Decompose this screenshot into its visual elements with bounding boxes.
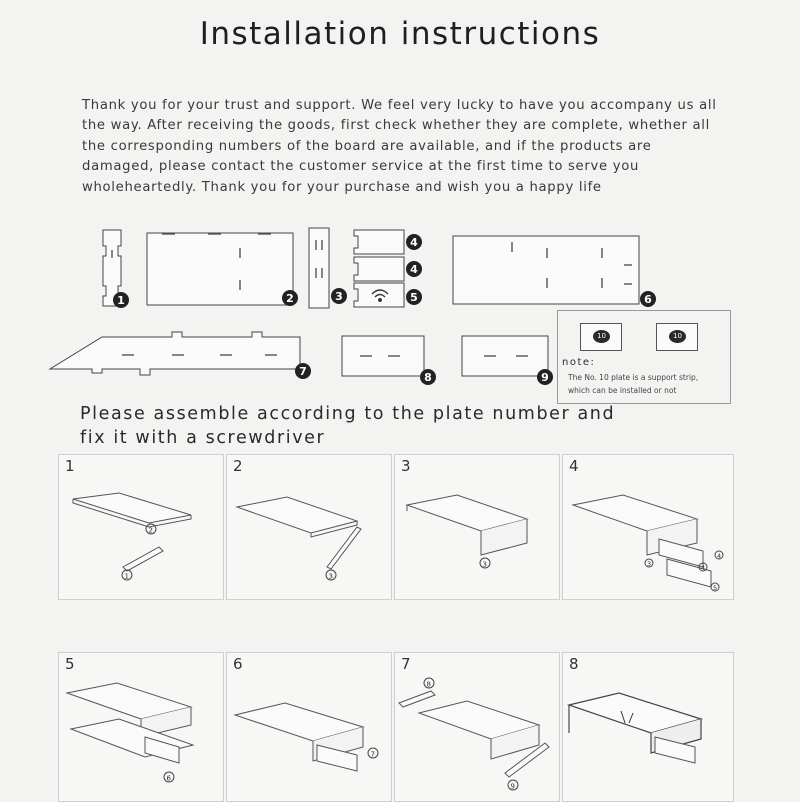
part-number-6: 6 [644,293,652,306]
step-label: 6 [166,774,171,783]
step-label: 4 [701,564,706,572]
part-number-5: 5 [410,291,418,304]
step-number: 6 [233,655,243,673]
step-number: 7 [401,655,411,673]
step-number: 1 [65,457,75,475]
step-number: 5 [65,655,75,673]
part-number-4b: 4 [410,263,418,276]
step-label: 1 [124,572,129,581]
intro-line: damaged, please contact the customer service at the first time to serve you [82,159,640,175]
step-5-drawing [59,653,223,801]
step-1-drawing [59,455,223,599]
step-8-panel [562,652,734,802]
note-text [568,371,728,397]
step-label: 5 [713,584,718,592]
part-number-2: 2 [286,292,294,305]
part-number-3: 3 [335,290,343,303]
part-8-outline [342,336,424,376]
part-number-9: 9 [541,371,549,384]
note-label: note: [562,357,596,368]
assembly-line: Please assemble according to the plate number and [80,404,616,424]
step-number: 2 [233,457,243,475]
page-title: Installation instructions [199,16,601,52]
plate-10-tag [656,323,698,351]
plate-10-tag [580,323,622,351]
step-number: 4 [569,457,579,475]
step-5-panel [58,652,224,802]
part-number-8: 8 [424,371,432,384]
note-line: which can be installed or not [568,386,677,395]
part-number-4a: 4 [410,236,418,249]
part-number-7: 7 [299,365,307,378]
step-2-drawing [227,455,391,599]
part-4b-outline [354,257,404,281]
step-label: 3 [328,572,333,581]
part-7-outline [50,332,300,375]
step-3-drawing [395,455,559,599]
assembly-heading [80,402,780,450]
intro-paragraph [82,96,732,198]
step-label: 8 [426,680,431,689]
step-number: 3 [401,457,411,475]
step-7-drawing [395,653,559,801]
part-number-1: 1 [117,294,125,307]
step-2-panel [226,454,392,600]
part-2-outline [147,233,293,305]
step-label: 3 [482,560,487,569]
part-9-outline [462,336,548,376]
part-4a-outline [354,230,404,254]
plate-10-badge: 10 [593,330,610,343]
step-label: 4 [717,552,722,560]
step-4-drawing [563,455,733,599]
step-6-panel [226,652,392,802]
step-label: 2 [148,526,153,535]
assembly-line: fix it with a screwdriver [80,428,326,448]
intro-line: wholeheartedly. Thank you for your purchase and wish you a happy life [82,179,602,195]
step-6-drawing [227,653,391,801]
part-6-outline [453,236,639,304]
step-1-panel [58,454,224,600]
note-box [557,310,731,404]
step-4-panel [562,454,734,600]
step-number: 8 [569,655,579,673]
part-3-outline [309,228,329,308]
step-label: 3 [647,560,652,568]
intro-line: the corresponding numbers of the board are available, and if the products are [82,138,652,154]
intro-line: the way. After receiving the goods, first check whether they are complete, whether all [82,118,711,134]
intro-line: Thank you for your trust and support. We feel very lucky to have you accompany us all [82,98,717,113]
step-3-panel [394,454,560,600]
step-8-drawing [563,653,733,801]
step-label: 7 [370,750,375,759]
plate-10-badge: 10 [669,330,686,343]
steps-grid [0,448,800,800]
step-7-panel [394,652,560,802]
step-label: 9 [510,782,515,791]
note-line: The No. 10 plate is a support strip, [568,373,699,382]
